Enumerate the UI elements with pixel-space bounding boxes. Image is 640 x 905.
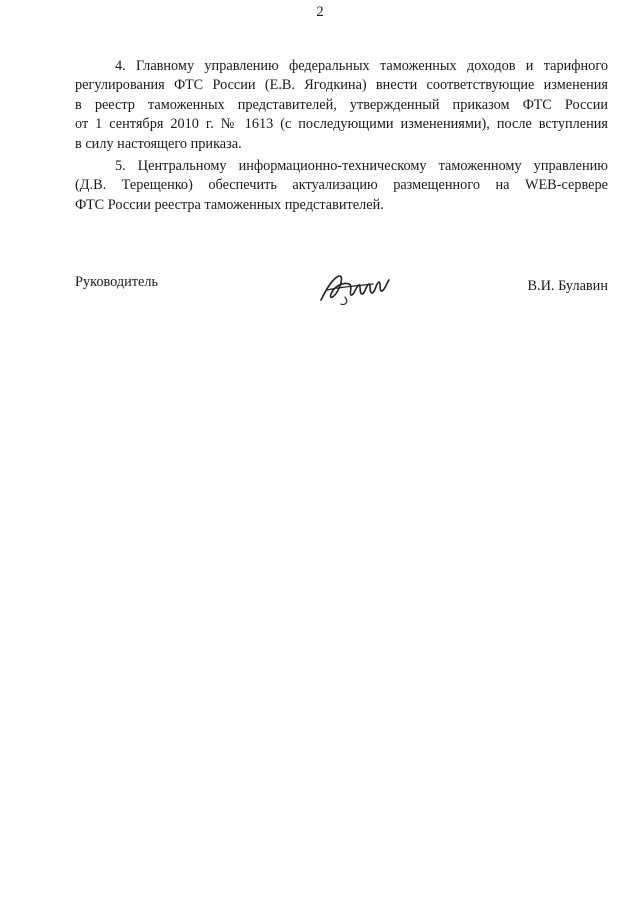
handwritten-signature [315,270,395,306]
signature-block [75,270,608,310]
paragraph-item-5 [75,157,608,215]
text-line: в реестр таможенных представителей, утвержденный приказом ФТС России [75,96,608,113]
paragraph-item-4 [75,57,608,154]
text-line: (Д.В. Терещенко) обеспечить актуализацию размещенного на WEB-сервере [75,177,608,194]
signer-position: Руководитель [75,274,159,290]
text-line: ФТС России реестра таможенных представителей. [75,196,384,213]
signer-name: В.И. Булавин [527,278,608,294]
text-line: 4. Главному управлению федеральных таможенных доходов и тарифного [115,58,608,74]
text-line: регулирования ФТС России (Е.В. Ягодкина) внести соответствующие изменения [75,77,608,94]
page-number: 2 [316,4,324,20]
text-line: в силу настоящего приказа. [75,135,242,152]
text-line: от 1 сентября 2010 г. № 1613 (с последующими изменениями), после вступления [75,116,608,133]
text-line: 5. Центральному информационно-техническому таможенному управлению [115,158,608,174]
